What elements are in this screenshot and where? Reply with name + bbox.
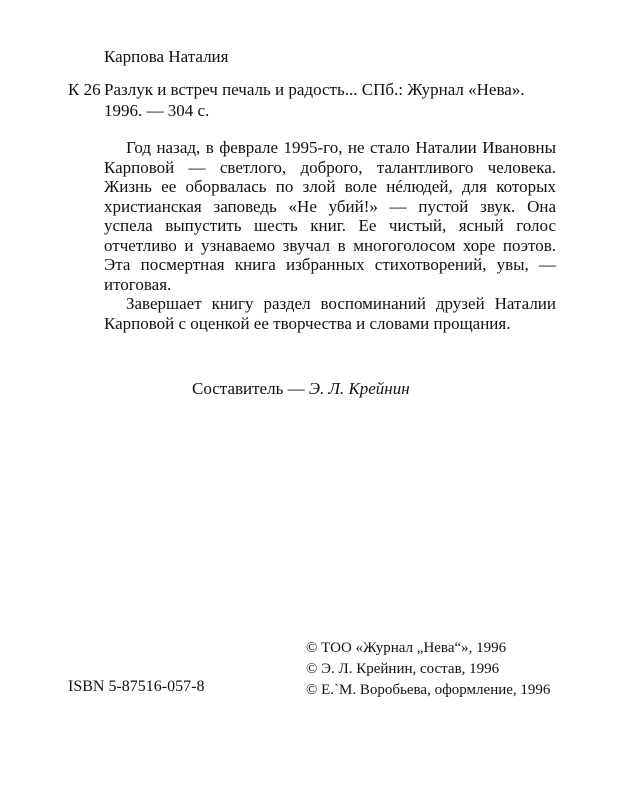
copyright-line: © Е.`М. Воробьева, оформление, 1996 — [306, 682, 551, 698]
copyright-line: © ТОО «Журнал „Нева“», 1996 — [306, 640, 507, 656]
classification-code: К 26 — [68, 80, 101, 99]
annotation-paragraph: Год назад, в феврале 1995-го, не стало Наталии Ивановны Карповой — светлого, доброго, талантливого человека. Жизнь ее оборвалась по злой воле нéлюдей, для которых христианская заповедь «Не убий!» — пустой звук. Она успела выпустить шесть книг. Ее чистый, ясный голос отчетливо и узнаваемо звучал в многоголосом хоре поэтов. Эта посмертная книга избранных стихотворений, увы, — итоговая. — [104, 138, 556, 294]
isbn: ISBN 5-87516-057-8 — [68, 678, 205, 695]
compiler-name: Э. Л. Крейнин — [308, 379, 410, 398]
book-author: Карпова Наталия — [104, 47, 229, 66]
annotation — [104, 138, 556, 333]
compiler-credit — [192, 378, 410, 400]
book-year-pages: 1996. — 304 с. — [104, 101, 210, 120]
annotation-paragraph: Завершает книгу раздел воспоминаний друзей Наталии Карповой с оценкой ее творчества и словами прощания. — [104, 294, 556, 333]
compiler-label: Составитель — — [192, 379, 305, 398]
copyright-block — [306, 638, 550, 701]
book-title-publisher: Разлук и встреч печаль и радость... СПб.: Журнал «Нева». — [104, 80, 525, 99]
copyright-line: © Э. Л. Крейнин, состав, 1996 — [306, 661, 500, 677]
